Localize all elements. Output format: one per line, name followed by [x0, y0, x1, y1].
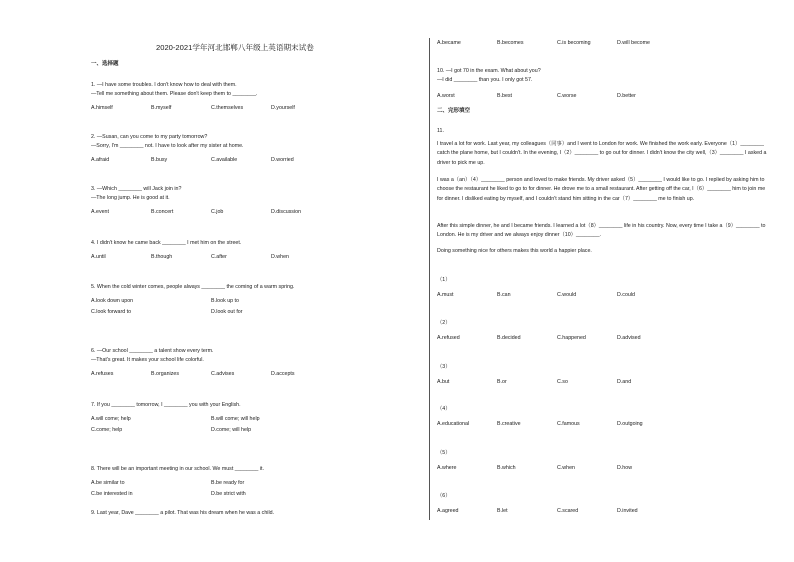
- cloze-number: （5）: [437, 450, 451, 456]
- question-9-line: 9. Last year, Dave ________ a pilot. That was his dream when he was a child.: [91, 510, 275, 516]
- option-1-d[interactable]: D.yourself: [271, 105, 295, 111]
- cloze-number: （6）: [437, 493, 451, 499]
- option-10-d[interactable]: D.better: [617, 93, 636, 99]
- option-4-d[interactable]: D.when: [271, 254, 289, 260]
- question-2-line: 2. —Susan, can you come to my party tomorrow?: [91, 134, 208, 140]
- passage-para-1: I travel a lot for work. Last year, my colleagues（同事）and I went to London for work. We finished the work early. Everyone（1）________ catch the plane home, but I couldn't. In the evening, I（2）________ to go out for dinner. I didn't know the city well,（3）________ I asked a driver to pick me up.: [437, 141, 767, 166]
- cloze-number: （4）: [437, 406, 451, 412]
- cloze-option-6-d[interactable]: D.invited: [617, 508, 638, 514]
- option-9-c[interactable]: C.is becoming: [557, 40, 591, 46]
- option-10-b[interactable]: B.best: [497, 93, 513, 99]
- question-8-line: 8. There will be an important meeting in our school. We must ________ it.: [91, 466, 264, 472]
- cloze-option-3-b[interactable]: B.or: [497, 379, 507, 385]
- option-6-c[interactable]: C.advises: [211, 371, 235, 377]
- cloze-option-1-c[interactable]: C.would: [557, 292, 577, 298]
- cloze-option-4-c[interactable]: C.famous: [557, 421, 580, 427]
- option-3-c[interactable]: C.job: [211, 209, 224, 215]
- option-7-d[interactable]: D.come; will help: [211, 427, 252, 433]
- option-3-d[interactable]: D.discussion: [271, 209, 302, 215]
- cloze-option-6-b[interactable]: B.let: [497, 508, 508, 514]
- question-7-line: 7. If you ________ tomorrow, I ________ you with your English.: [91, 402, 241, 408]
- option-3-b[interactable]: B.concert: [151, 209, 174, 215]
- option-10-a[interactable]: A.worst: [437, 93, 455, 99]
- option-2-a[interactable]: A.afraid: [91, 157, 110, 163]
- cloze-option-4-d[interactable]: D.outgoing: [617, 421, 643, 427]
- cloze-number: （1）: [437, 277, 451, 283]
- cloze-option-1-b[interactable]: B.can: [497, 292, 511, 298]
- passage-para-4: Doing something nice for others makes this world a happier place.: [437, 248, 592, 254]
- cloze-option-2-a[interactable]: A.refused: [437, 335, 460, 341]
- option-9-b[interactable]: B.becomes: [497, 40, 524, 46]
- question-3-line: —The long jump. He is good at it.: [91, 195, 170, 201]
- option-1-b[interactable]: B.myself: [151, 105, 172, 111]
- option-6-d[interactable]: D.accepts: [271, 371, 295, 377]
- cloze-option-6-c[interactable]: C.scared: [557, 508, 579, 514]
- option-6-a[interactable]: A.refuses: [91, 371, 114, 377]
- question-4-line: 4. I didn't know he came back ________ I met him on the street.: [91, 240, 242, 246]
- option-4-c[interactable]: C.after: [211, 254, 227, 260]
- question-3-line: 3. —Which ________ will Jack join in?: [91, 186, 182, 192]
- option-8-b[interactable]: B.be ready for: [211, 480, 245, 486]
- section-heading-choice: 一、选择题: [91, 61, 119, 67]
- page-title: 2020-2021学年河北邯郸八年级上英语期末试卷: [156, 43, 314, 52]
- option-5-a[interactable]: A.look down upon: [91, 298, 134, 304]
- option-1-c[interactable]: C.themselves: [211, 105, 244, 111]
- passage-para-2: I was a（an）（4）________ person and loved to make friends. My driver asked（5）________ I would like to go. I replied by asking him to choose the restaurant he liked to go to for dinner. He drove me to a small restaurant. After getting off the car, I（6）________ him to join me for dinner. I disliked eating by myself, and I couldn't stand him sitting in the car（7）________ me to finish up.: [437, 177, 766, 202]
- option-9-a[interactable]: A.became: [437, 40, 461, 46]
- option-8-d[interactable]: D.be strict with: [211, 491, 246, 497]
- option-7-a[interactable]: A.will come; help: [91, 416, 131, 422]
- cloze-option-1-d[interactable]: D.could: [617, 292, 635, 298]
- cloze-option-3-d[interactable]: D.and: [617, 379, 632, 385]
- cloze-option-4-b[interactable]: B.creative: [497, 421, 521, 427]
- question-10-line: 10. —I got 70 in the exam. What about you?: [437, 68, 541, 74]
- question-11-label: 11.: [437, 128, 444, 134]
- question-2-line: —Sorry, I'm ________ not. I have to look after my sister at home.: [91, 143, 244, 149]
- option-10-c[interactable]: C.worse: [557, 93, 577, 99]
- cloze-option-2-c[interactable]: C.happened: [557, 335, 586, 341]
- option-5-b[interactable]: B.look up to: [211, 298, 239, 304]
- option-4-a[interactable]: A.until: [91, 254, 106, 260]
- question-5-line: 5. When the cold winter comes, people always ________ the coming of a warm spring.: [91, 284, 295, 290]
- cloze-option-2-d[interactable]: D.advised: [617, 335, 641, 341]
- cloze-option-2-b[interactable]: B.decided: [497, 335, 521, 341]
- option-6-b[interactable]: B.organizes: [151, 371, 179, 377]
- option-2-b[interactable]: B.busy: [151, 157, 168, 163]
- cloze-option-5-b[interactable]: B.which: [497, 465, 516, 471]
- option-1-a[interactable]: A.himself: [91, 105, 113, 111]
- question-10-line: —I did ________ than you. I only got 57.: [437, 77, 533, 83]
- passage-para-3: After this simple dinner, he and I became friends. I learned a lot（8）________ life in his country. Now, every time I take a（9）________ to London. He is my driver and we always enjoy dinner（10）________.: [437, 223, 766, 239]
- option-8-c[interactable]: C.be interested in: [91, 491, 133, 497]
- section-heading-cloze: 二、完形填空: [437, 108, 471, 114]
- cloze-option-1-a[interactable]: A.must: [437, 292, 454, 298]
- cloze-option-5-a[interactable]: A.where: [437, 465, 457, 471]
- option-8-a[interactable]: A.be similar to: [91, 480, 125, 486]
- cloze-option-3-c[interactable]: C.so: [557, 379, 568, 385]
- question-6-line: 6. —Our school ________ a talent show every term.: [91, 348, 214, 354]
- question-1-line: —Tell me something about them. Please don't keep them to ________.: [91, 91, 258, 97]
- cloze-option-4-a[interactable]: A.educational: [437, 421, 470, 427]
- option-5-c[interactable]: C.look forward to: [91, 309, 132, 315]
- option-7-c[interactable]: C.come; help: [91, 427, 123, 433]
- option-9-d[interactable]: D.will become: [617, 40, 650, 46]
- option-7-b[interactable]: B.will come; will help: [211, 416, 260, 422]
- cloze-number: （2）: [437, 320, 451, 326]
- question-6-line: —That's great. It makes your school life colorful.: [91, 357, 204, 363]
- column-divider: [429, 38, 430, 520]
- cloze-option-3-a[interactable]: A.but: [437, 379, 450, 385]
- option-3-a[interactable]: A.event: [91, 209, 109, 215]
- cloze-number: （3）: [437, 364, 451, 370]
- option-4-b[interactable]: B.though: [151, 254, 173, 260]
- cloze-option-5-d[interactable]: D.how: [617, 465, 633, 471]
- option-2-d[interactable]: D.worried: [271, 157, 294, 163]
- cloze-option-5-c[interactable]: C.when: [557, 465, 575, 471]
- question-1-line: 1. —I have some troubles. I don't know how to deal with them.: [91, 82, 237, 88]
- option-2-c[interactable]: C.available: [211, 157, 238, 163]
- option-5-d[interactable]: D.look out for: [211, 309, 243, 315]
- cloze-option-6-a[interactable]: A.agreed: [437, 508, 459, 514]
